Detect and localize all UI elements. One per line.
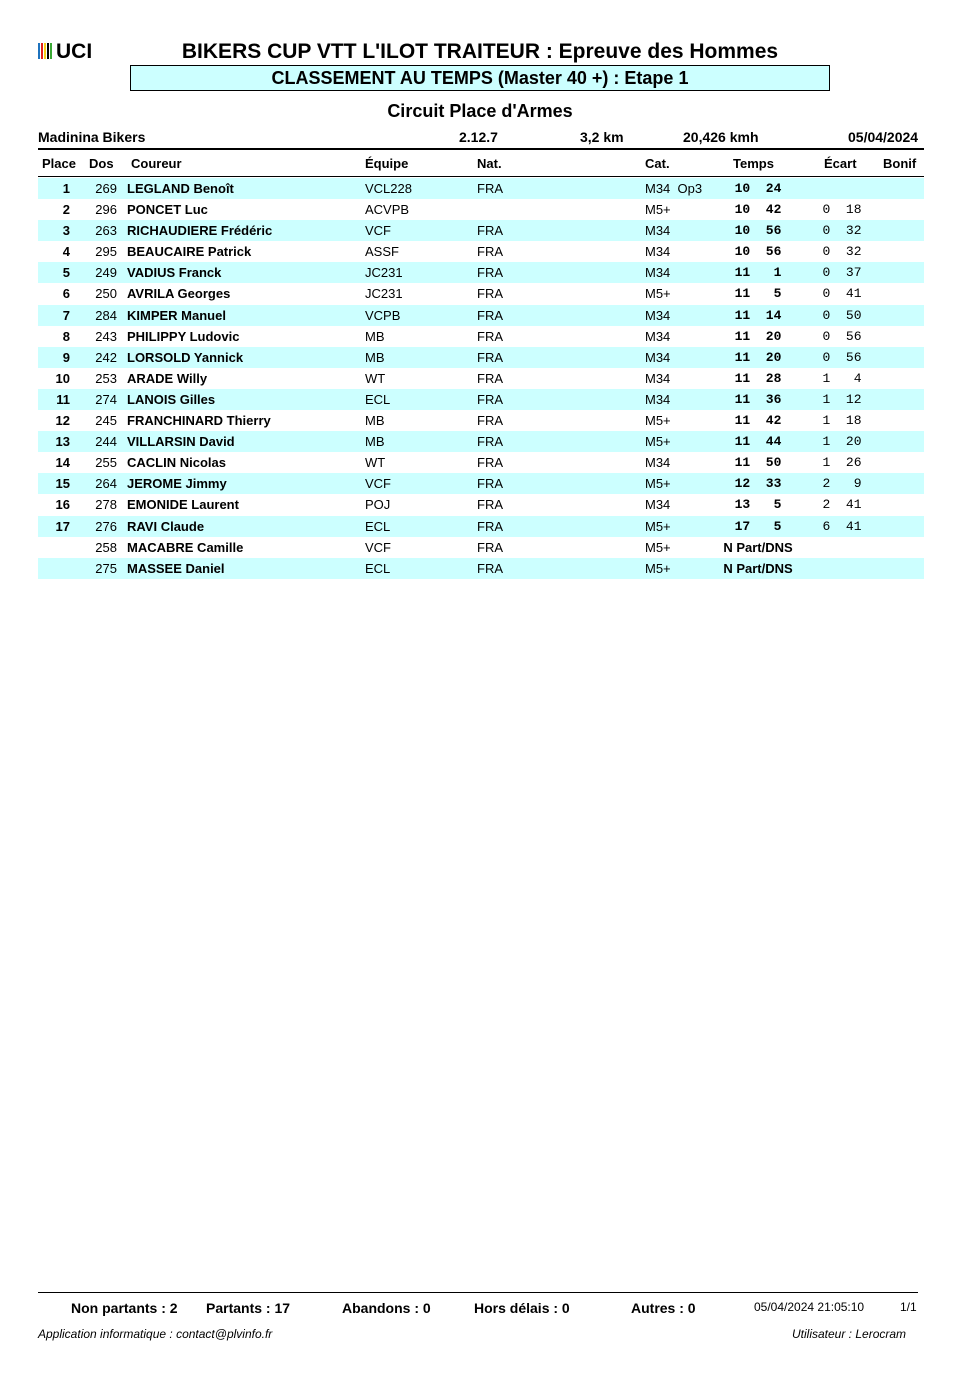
table-row: [38, 241, 924, 262]
cell-dos: 255: [95, 455, 117, 471]
page-title: BIKERS CUP VTT L'ILOT TRAITEUR : Epreuve des Hommes: [181, 40, 779, 63]
non-partants-count: Non partants : 2: [71, 1300, 178, 1316]
footer-divider: [38, 1292, 918, 1293]
page-number: 1/1: [900, 1300, 917, 1314]
table-row: [38, 473, 924, 494]
cell-temps: 11 50: [734, 455, 782, 471]
cell-nat: FRA: [477, 391, 503, 407]
cell-equipe: ECL: [365, 560, 391, 576]
cell-place: 13: [55, 434, 70, 450]
cell-temps: 10 56: [734, 223, 782, 239]
column-header-divider: [38, 176, 924, 177]
cell-ecart: 0 56: [822, 328, 862, 344]
table-row: [38, 199, 924, 220]
cell-place: 3: [62, 223, 70, 239]
cell-coureur: PHILIPPY Ludovic: [127, 328, 240, 344]
header-divider: [38, 148, 924, 150]
cell-cat: M5+: [645, 202, 671, 218]
cell-coureur: LANOIS Gilles: [127, 391, 216, 407]
cell-place: 9: [62, 349, 70, 365]
cell-equipe: ECL: [365, 391, 391, 407]
cell-dos: 278: [95, 497, 117, 513]
cell-place: 1: [62, 181, 70, 196]
cell-ecart: 1 20: [822, 434, 862, 450]
cell-ecart: 1 12: [822, 391, 862, 407]
race-distance: 3,2 km: [580, 129, 624, 145]
cell-ecart: 2 41: [822, 497, 862, 513]
cell-coureur: ARADE Willy: [127, 370, 208, 386]
cell-nat: FRA: [477, 370, 503, 386]
cell-dos: 244: [95, 434, 117, 450]
table-row: [38, 494, 924, 515]
cell-equipe: MB: [365, 349, 385, 365]
cell-temps: 11 5: [734, 286, 782, 302]
cell-cat: M34: [645, 328, 671, 344]
cell-cat: M34: [645, 265, 671, 281]
table-row: [38, 283, 924, 304]
cell-coureur: EMONIDE Laurent: [127, 497, 239, 513]
cell-coureur: LORSOLD Yannick: [127, 349, 244, 365]
cell-place: 6: [62, 286, 70, 302]
cell-equipe: VCL228: [365, 181, 412, 196]
cell-nat: FRA: [477, 497, 503, 513]
table-row: [38, 347, 924, 368]
cell-nat: FRA: [477, 328, 503, 344]
cell-coureur: CACLIN Nicolas: [127, 455, 226, 471]
uci-logo: [38, 40, 92, 65]
cell-equipe: VCF: [365, 476, 391, 492]
table-row: [38, 537, 924, 558]
cell-coureur: BEAUCAIRE Patrick: [127, 244, 252, 260]
cell-dos: 253: [95, 370, 117, 386]
cell-equipe: MB: [365, 328, 385, 344]
cell-ecart: 0 18: [822, 202, 862, 218]
col-header-nat: Nat.: [477, 156, 502, 171]
user-credit: Utilisateur : Lerocram: [792, 1327, 907, 1341]
table-row: [38, 389, 924, 410]
cell-ecart: 0 50: [822, 307, 862, 323]
cell-place: 16: [55, 497, 70, 513]
table-row: [38, 516, 924, 537]
cell-cat: M34: [645, 244, 671, 260]
cell-equipe: WT: [365, 455, 386, 471]
uci-logo-text: UCI: [56, 40, 93, 63]
cell-place: 2: [62, 202, 70, 218]
average-speed: 20,426 kmh: [683, 129, 759, 145]
cell-nat: FRA: [477, 307, 503, 323]
cell-cat: M5+: [645, 476, 671, 492]
cell-temps: 17 5: [734, 518, 782, 534]
cell-ecart: 0 56: [822, 349, 862, 365]
table-row: [38, 262, 924, 283]
cell-equipe: WT: [365, 370, 386, 386]
cell-dos: 264: [95, 476, 117, 492]
logo-bar: [38, 43, 40, 59]
uci-rainbow-icon: [38, 41, 53, 65]
cell-cat: M5+: [645, 413, 671, 429]
logo-bar: [47, 43, 49, 59]
cell-coureur: MACABRE Camille: [127, 539, 244, 555]
cell-place: 11: [56, 391, 70, 407]
col-header-coureur: Coureur: [131, 156, 182, 171]
table-row: [38, 368, 924, 389]
cell-cat: M34: [645, 223, 671, 239]
cell-nat: FRA: [477, 181, 503, 196]
cell-equipe: VCPB: [365, 307, 401, 323]
table-row: [38, 410, 924, 431]
cell-cat: M34: [645, 349, 671, 365]
cell-coureur: FRANCHINARD Thierry: [127, 413, 271, 429]
cell-ecart: 0 32: [822, 223, 862, 239]
circuit-name: Circuit Place d'Armes: [387, 101, 573, 121]
cell-temps: N Part/DNS: [723, 539, 793, 555]
page-subtitle: CLASSEMENT AU TEMPS (Master 40 +) : Etape 1: [130, 65, 830, 91]
logo-bar: [41, 43, 43, 59]
cell-cat: M5+: [645, 560, 671, 576]
cell-nat: FRA: [477, 476, 503, 492]
cell-coureur: RICHAUDIERE Frédéric: [127, 223, 273, 239]
cell-coureur: AVRILA Georges: [127, 286, 231, 302]
race-code: 2.12.7: [459, 129, 498, 145]
cell-equipe: ASSF: [365, 244, 399, 260]
cell-coureur: VILLARSIN David: [127, 434, 235, 450]
cell-nat: FRA: [477, 434, 503, 450]
cell-ecart: 0 41: [822, 286, 862, 302]
cell-place: 7: [62, 307, 70, 323]
cell-dos: 295: [95, 244, 117, 260]
cell-equipe: MB: [365, 413, 385, 429]
cell-ecart: 0 37: [822, 265, 862, 281]
cell-cat: M5+: [645, 286, 671, 302]
cell-dos: 284: [95, 307, 117, 323]
cell-dos: 269: [95, 181, 117, 196]
cell-ecart: 6 41: [822, 518, 862, 534]
cell-nat: FRA: [477, 518, 503, 534]
cell-dos: 242: [95, 349, 117, 365]
col-header-place: Place: [42, 156, 76, 171]
cell-cat: M34: [645, 391, 671, 407]
cell-dos: 249: [95, 265, 117, 281]
cell-temps: 10 56: [734, 244, 782, 260]
cell-place: 17: [55, 518, 70, 534]
cell-equipe: VCF: [365, 539, 391, 555]
cell-nat: FRA: [477, 539, 503, 555]
cell-ecart: 2 9: [822, 476, 862, 492]
cell-dos: 243: [95, 328, 117, 344]
cell-temps: 11 44: [734, 434, 782, 450]
table-row: [38, 452, 924, 473]
cell-temps: 11 20: [734, 349, 782, 365]
cell-dos: 263: [95, 223, 117, 239]
cell-cat: M34: [645, 370, 671, 386]
cell-cat: M34: [645, 307, 671, 323]
app-credit: Application informatique : contact@plvinfo.fr: [38, 1327, 273, 1341]
club-name: Madinina Bikers: [38, 129, 146, 145]
cell-temps: 11 28: [734, 370, 782, 386]
cell-temps: 11 20: [734, 328, 782, 344]
cell-ecart: 1 26: [822, 455, 862, 471]
cell-temps: 10 42: [734, 202, 782, 218]
cell-dos: 245: [95, 413, 117, 429]
table-row: [38, 558, 924, 579]
table-row: [38, 220, 924, 241]
cell-place: 14: [55, 455, 70, 471]
cell-cat: M5+: [645, 539, 671, 555]
cell-temps: 11 1: [734, 265, 782, 281]
cell-cat: M5+: [645, 434, 671, 450]
cell-coureur: PONCET Luc: [127, 202, 208, 218]
cell-equipe: POJ: [365, 497, 391, 513]
cell-cat: M34 Op3: [645, 181, 703, 196]
partants-count: Partants : 17: [206, 1300, 291, 1316]
table-row: [38, 305, 924, 326]
cell-dos: 250: [95, 286, 117, 302]
cell-place: 10: [55, 370, 70, 386]
cell-dos: 276: [95, 518, 117, 534]
cell-place: 8: [62, 328, 70, 344]
cell-dos: 274: [95, 391, 117, 407]
cell-equipe: ECL: [365, 518, 391, 534]
cell-temps: N Part/DNS: [723, 560, 793, 576]
cell-equipe: ACVPB: [365, 202, 410, 218]
col-header-equipe: Équipe: [365, 156, 409, 171]
cell-cat: M5+: [645, 518, 671, 534]
table-row: [38, 431, 924, 452]
cell-place: 12: [55, 413, 70, 429]
cell-nat: FRA: [477, 349, 503, 365]
cell-place: 4: [62, 244, 70, 260]
cell-coureur: LEGLAND Benoît: [127, 181, 234, 196]
abandons-count: Abandons : 0: [342, 1300, 431, 1316]
cell-temps: 10 24: [734, 181, 782, 196]
cell-ecart: 1 18: [822, 413, 862, 429]
cell-coureur: KIMPER Manuel: [127, 307, 226, 323]
col-header-temps: Temps: [733, 156, 774, 171]
race-date: 05/04/2024: [848, 129, 919, 145]
col-header-cat: Cat.: [645, 156, 670, 171]
cell-dos: 296: [95, 202, 117, 218]
col-header-bonif: Bonif: [883, 156, 917, 171]
cell-cat: M34: [645, 497, 671, 513]
cell-equipe: JC231: [365, 265, 403, 281]
cell-nat: FRA: [477, 286, 503, 302]
col-header-ecart: Écart: [824, 156, 857, 171]
cell-temps: 12 33: [734, 476, 782, 492]
cell-equipe: JC231: [365, 286, 403, 302]
cell-nat: FRA: [477, 455, 503, 471]
logo-bar: [50, 43, 52, 59]
cell-cat: M34: [645, 455, 671, 471]
cell-nat: FRA: [477, 413, 503, 429]
cell-equipe: MB: [365, 434, 385, 450]
results-table: [38, 178, 924, 579]
table-row: [38, 326, 924, 347]
cell-coureur: RAVI Claude: [127, 518, 205, 534]
cell-dos: 258: [95, 539, 117, 555]
cell-nat: FRA: [477, 265, 503, 281]
cell-nat: FRA: [477, 244, 503, 260]
cell-place: 5: [62, 265, 70, 281]
cell-temps: 11 42: [734, 413, 782, 429]
cell-coureur: MASSEE Daniel: [127, 560, 225, 576]
hors-delais-count: Hors délais : 0: [474, 1300, 570, 1316]
cell-nat: FRA: [477, 560, 503, 576]
cell-ecart: 0 32: [822, 244, 862, 260]
cell-temps: 11 14: [734, 307, 782, 323]
cell-temps: 13 5: [734, 497, 782, 513]
print-timestamp: 05/04/2024 21:05:10: [754, 1300, 865, 1314]
cell-ecart: 1 4: [822, 370, 862, 386]
table-row: [38, 178, 924, 199]
logo-bar: [44, 43, 46, 59]
cell-equipe: VCF: [365, 223, 391, 239]
cell-coureur: JEROME Jimmy: [127, 476, 227, 492]
cell-coureur: VADIUS Franck: [127, 265, 222, 281]
cell-place: 15: [55, 476, 70, 492]
col-header-dos: Dos: [89, 156, 114, 171]
cell-nat: FRA: [477, 223, 503, 239]
autres-count: Autres : 0: [631, 1300, 696, 1316]
cell-dos: 275: [95, 560, 117, 576]
cell-temps: 11 36: [734, 391, 782, 407]
